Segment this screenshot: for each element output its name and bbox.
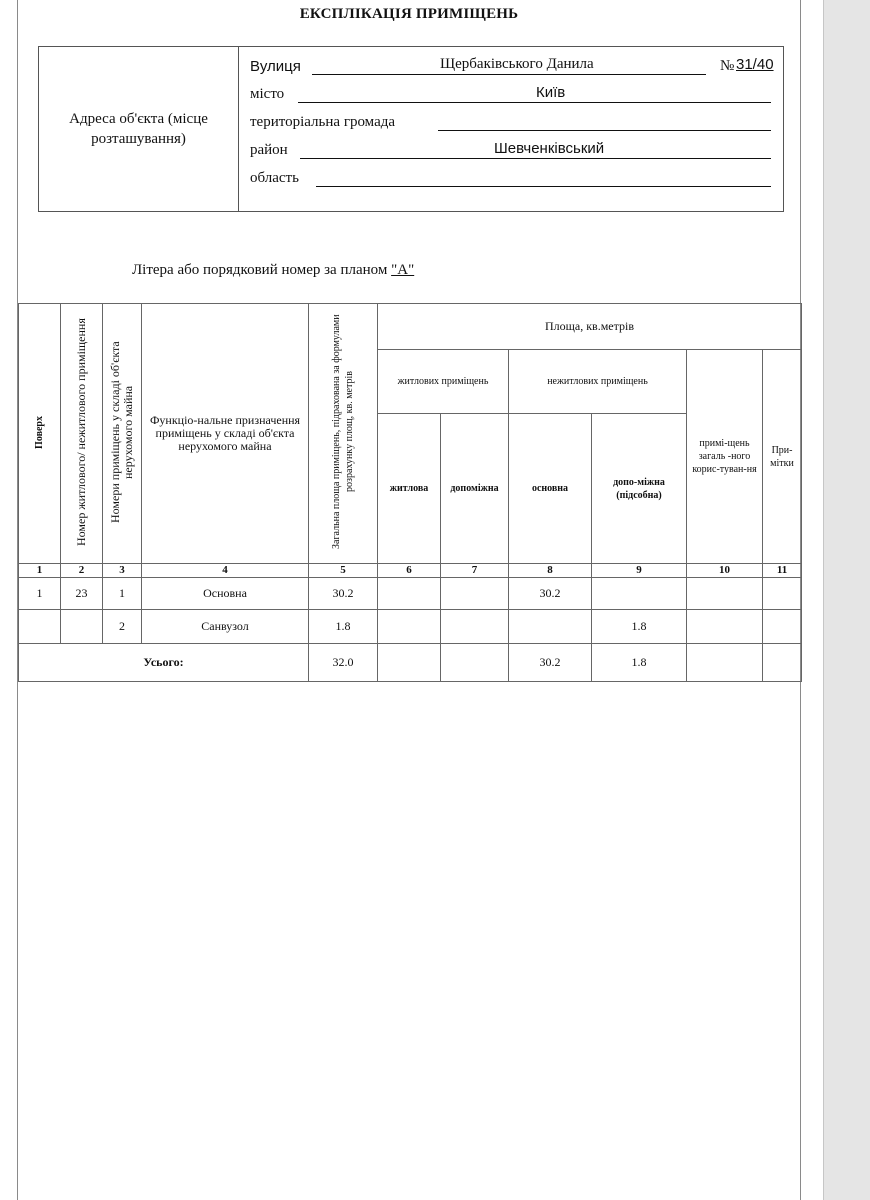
header-room-numbers: Номери приміщень у складі об'єкта нерухомого майна [103, 304, 142, 564]
header-apt-number: Номер житлового/ нежитлового приміщення [61, 304, 103, 564]
table-row: 1 23 1 Основна 30.2 30.2 [19, 578, 802, 610]
viewer-gutter [823, 0, 870, 1200]
region-label: область [250, 170, 299, 186]
total-area-sum: 32.0 [309, 644, 378, 682]
total-main-sum: 30.2 [509, 644, 592, 682]
document-page [17, 0, 801, 1200]
community-line [438, 110, 771, 131]
city-label: місто [250, 86, 285, 102]
number-value: 31/40 [736, 56, 774, 73]
address-label: Адреса об'єкта (місце розташування) [39, 47, 239, 211]
district-label: район [250, 142, 288, 158]
community-row [250, 111, 771, 133]
total-aux-sum: 1.8 [592, 644, 687, 682]
header-total-area: Загальна площа приміщень, підрахована за формулами розрахунку площ, кв. метрів [309, 304, 378, 564]
header-residential: житлових приміщень [378, 350, 509, 414]
region-row [250, 167, 771, 189]
document-title: ЕКСПЛІКАЦІЯ ПРИМІЩЕНЬ [299, 6, 519, 22]
total-label: Усього: [19, 644, 309, 682]
street-label: Вулиця [250, 58, 301, 75]
district-row [250, 139, 771, 161]
region-line [316, 166, 771, 187]
header-notes: При-мітки [763, 350, 802, 564]
litera-line [132, 262, 414, 279]
total-row [19, 644, 802, 682]
city-row [250, 83, 771, 105]
address-block [38, 46, 784, 212]
district-value: Шевченківський [494, 140, 605, 157]
table-row: 2 Санвузол 1.8 1.8 [19, 610, 802, 644]
street-row [250, 55, 774, 77]
header-aux-basement: допо-міжна (підсобна) [592, 414, 687, 564]
header-auxiliary: допоміжна [441, 414, 509, 564]
header-main: основна [509, 414, 592, 564]
header-function: Функціо-нальне призначення приміщень у складі об'єкта нерухомого майна [142, 304, 309, 564]
header-floor: Поверх [19, 304, 61, 564]
litera-value: "А" [391, 262, 415, 278]
community-label: територіальна громада [250, 114, 396, 130]
header-living: житлова [378, 414, 441, 564]
header-common: примі-щень загаль -ного корис-туван-ня [687, 350, 763, 564]
column-numbers-row: 1 2 3 4 5 6 7 8 9 10 11 [19, 564, 802, 578]
header-area-group: Площа, кв.метрів [378, 304, 802, 350]
city-line [298, 82, 771, 103]
header-nonresidential: нежитлових приміщень [509, 350, 687, 414]
city-value: Київ [536, 84, 566, 101]
street-value: Щербаківського Данила [440, 56, 594, 72]
explication-table [18, 303, 802, 682]
litera-label: Літера або порядковий номер за планом [132, 262, 388, 278]
number-label: № [720, 58, 735, 74]
